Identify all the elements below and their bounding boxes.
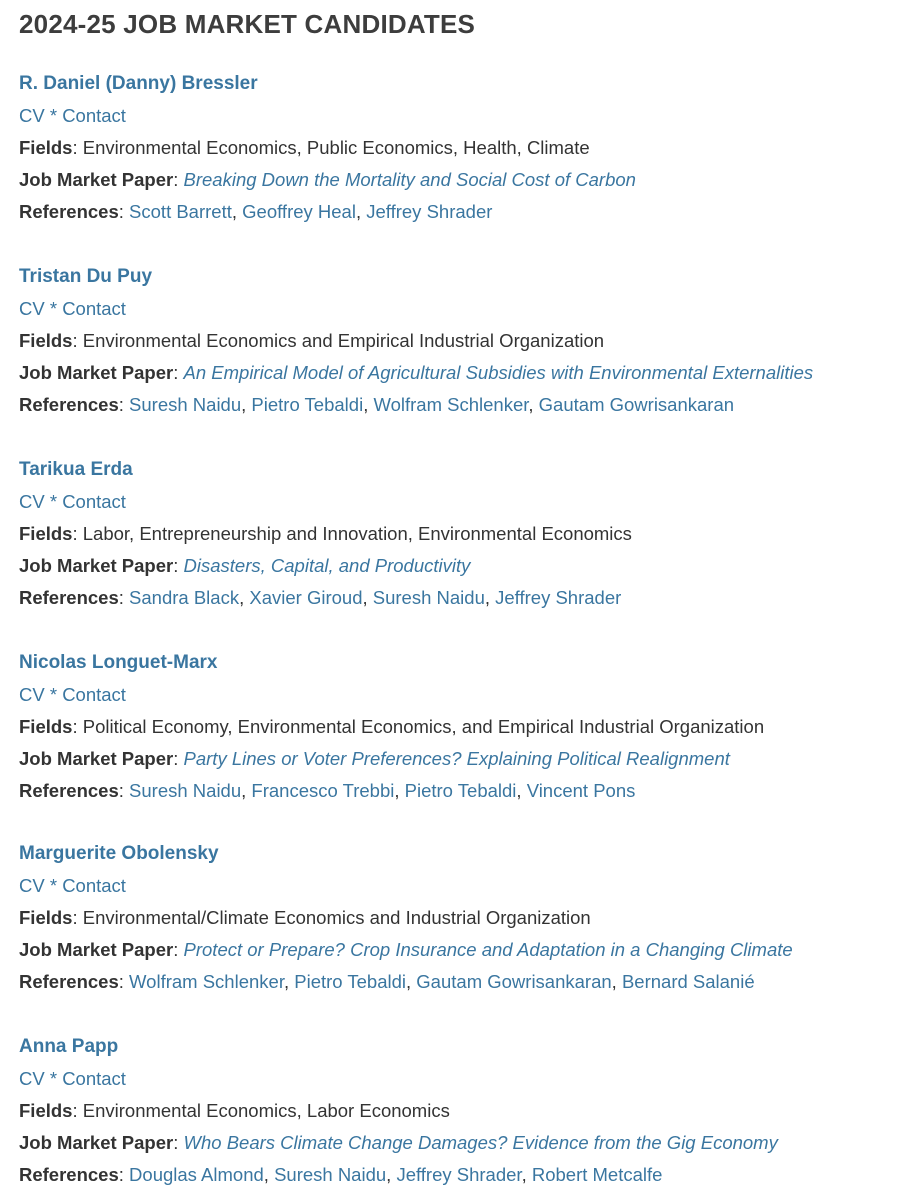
contact-link[interactable]: Contact: [62, 875, 126, 896]
fields-value: Environmental/Climate Economics and Industrial Organization: [82, 907, 591, 928]
label-colon: :: [173, 1132, 179, 1153]
label-colon: :: [173, 362, 179, 383]
reference-link[interactable]: Geoffrey Heal: [242, 201, 356, 222]
paper-label: Job Market Paper: [19, 939, 174, 960]
references-label: References: [19, 780, 119, 801]
label-colon: :: [72, 907, 78, 928]
reference-comma: ,: [406, 971, 412, 992]
cv-link[interactable]: CV: [19, 1068, 45, 1089]
reference-link[interactable]: Jeffrey Shrader: [396, 1164, 522, 1185]
fields-value: Environmental Economics and Empirical Industrial Organization: [82, 330, 605, 351]
reference-comma: ,: [241, 780, 247, 801]
job-market-paper-link[interactable]: Disasters, Capital, and Productivity: [183, 555, 471, 576]
link-separator: *: [49, 684, 58, 705]
label-colon: :: [72, 523, 78, 544]
reference-link[interactable]: Suresh Naidu: [274, 1164, 387, 1185]
reference-link[interactable]: Jeffrey Shrader: [366, 201, 493, 222]
reference-comma: ,: [528, 394, 534, 415]
paper-label: Job Market Paper: [19, 748, 174, 769]
label-colon: :: [173, 555, 179, 576]
references-label: References: [19, 971, 119, 992]
fields-value: Political Economy, Environmental Economics, and Empirical Industrial Organization: [82, 716, 765, 737]
label-colon: :: [72, 330, 78, 351]
fields-label: Fields: [19, 137, 73, 158]
reference-link[interactable]: Pietro Tebaldi: [404, 780, 517, 801]
references-label: References: [19, 394, 119, 415]
cv-link[interactable]: CV: [19, 875, 45, 896]
reference-link[interactable]: Suresh Naidu: [129, 394, 242, 415]
reference-comma: ,: [386, 1164, 392, 1185]
candidate-entry: [19, 67, 899, 228]
fields-value: Environmental Economics, Labor Economics: [82, 1100, 450, 1121]
candidate-name-link[interactable]: Anna Papp: [19, 1036, 119, 1057]
reference-link[interactable]: Vincent Pons: [526, 780, 636, 801]
link-separator: *: [49, 105, 58, 126]
reference-comma: ,: [362, 587, 368, 608]
job-market-paper-link[interactable]: Breaking Down the Mortality and Social Cost of Carbon: [183, 169, 636, 190]
reference-link[interactable]: Robert Metcalfe: [531, 1164, 663, 1185]
reference-link[interactable]: Scott Barrett: [129, 201, 232, 222]
page-title: 2024-25 JOB MARKET CANDIDATES: [19, 9, 476, 39]
label-colon: :: [118, 780, 124, 801]
reference-comma: ,: [521, 1164, 527, 1185]
link-separator: *: [49, 298, 58, 319]
reference-comma: ,: [239, 587, 245, 608]
candidate-entry: [19, 453, 899, 614]
references-label: References: [19, 587, 119, 608]
contact-link[interactable]: Contact: [62, 1068, 126, 1089]
fields-label: Fields: [19, 907, 73, 928]
reference-comma: ,: [611, 971, 617, 992]
reference-comma: ,: [241, 394, 247, 415]
job-market-paper-link[interactable]: Who Bears Climate Change Damages? Evidence from the Gig Economy: [183, 1132, 778, 1153]
fields-value: Labor, Entrepreneurship and Innovation, Environmental Economics: [82, 523, 632, 544]
candidate-name-link[interactable]: R. Daniel (Danny) Bressler: [19, 73, 258, 94]
job-market-paper-link[interactable]: An Empirical Model of Agricultural Subsidies with Environmental Externalities: [183, 362, 814, 383]
fields-label: Fields: [19, 330, 73, 351]
fields-label: Fields: [19, 1100, 73, 1121]
label-colon: :: [173, 939, 179, 960]
candidate-name-link[interactable]: Nicolas Longuet-Marx: [19, 652, 218, 673]
reference-comma: ,: [394, 780, 400, 801]
cv-link[interactable]: CV: [19, 298, 45, 319]
reference-link[interactable]: Suresh Naidu: [129, 780, 242, 801]
candidate-entry: [19, 646, 899, 807]
link-separator: *: [49, 875, 58, 896]
label-colon: :: [72, 716, 78, 737]
candidate-name-link[interactable]: Marguerite Obolensky: [19, 843, 219, 864]
label-colon: :: [118, 971, 124, 992]
label-colon: :: [72, 137, 78, 158]
contact-link[interactable]: Contact: [62, 491, 126, 512]
cv-link[interactable]: CV: [19, 684, 45, 705]
candidate-name-link[interactable]: Tristan Du Puy: [19, 266, 153, 287]
label-colon: :: [118, 394, 124, 415]
reference-comma: ,: [263, 1164, 269, 1185]
reference-link[interactable]: Wolfram Schlenker: [373, 394, 529, 415]
label-colon: :: [72, 1100, 78, 1121]
reference-comma: ,: [231, 201, 238, 222]
job-market-paper-link[interactable]: Party Lines or Voter Preferences? Explaining Political Realignment: [183, 748, 730, 769]
reference-comma: ,: [516, 780, 522, 801]
candidate-entry: [19, 837, 899, 998]
reference-comma: ,: [355, 201, 362, 222]
reference-link[interactable]: Pietro Tebaldi: [251, 394, 364, 415]
fields-value: Environmental Economics, Public Economics, Health, Climate: [82, 137, 590, 158]
reference-link[interactable]: Suresh Naidu: [372, 587, 485, 608]
label-colon: :: [118, 201, 124, 222]
candidate-name-link[interactable]: Tarikua Erda: [19, 459, 133, 480]
candidate-entry: [19, 260, 899, 421]
job-market-paper-link[interactable]: Protect or Prepare? Crop Insurance and Adaptation in a Changing Climate: [183, 939, 793, 960]
reference-link[interactable]: Pietro Tebaldi: [294, 971, 407, 992]
label-colon: :: [173, 748, 179, 769]
reference-link[interactable]: Sandra Black: [129, 587, 240, 608]
fields-label: Fields: [19, 716, 73, 737]
reference-link[interactable]: Gautam Gowrisankaran: [538, 394, 735, 415]
fields-label: Fields: [19, 523, 73, 544]
candidate-entry: [19, 1030, 899, 1191]
paper-label: Job Market Paper: [19, 169, 174, 190]
link-separator: *: [49, 1068, 58, 1089]
reference-comma: ,: [484, 587, 490, 608]
label-colon: :: [118, 1164, 124, 1185]
reference-link[interactable]: Douglas Almond: [129, 1164, 264, 1185]
paper-label: Job Market Paper: [19, 555, 174, 576]
contact-link[interactable]: Contact: [62, 105, 126, 126]
label-colon: :: [118, 587, 124, 608]
cv-link[interactable]: CV: [19, 491, 45, 512]
references-label: References: [19, 1164, 119, 1185]
paper-label: Job Market Paper: [19, 1132, 174, 1153]
references-label: References: [19, 201, 119, 222]
reference-link[interactable]: Francesco Trebbi: [251, 780, 395, 801]
reference-link[interactable]: Xavier Giroud: [249, 587, 363, 608]
contact-link[interactable]: Contact: [62, 684, 126, 705]
reference-comma: ,: [363, 394, 369, 415]
reference-link[interactable]: Jeffrey Shrader: [495, 587, 622, 608]
link-separator: *: [49, 491, 58, 512]
cv-link[interactable]: CV: [19, 105, 45, 126]
paper-label: Job Market Paper: [19, 362, 174, 383]
label-colon: :: [173, 169, 179, 190]
reference-link[interactable]: Bernard Salanié: [621, 971, 755, 992]
contact-link[interactable]: Contact: [62, 298, 126, 319]
reference-link[interactable]: Wolfram Schlenker: [129, 971, 284, 992]
reference-link[interactable]: Gautam Gowrisankaran: [416, 971, 612, 992]
reference-comma: ,: [283, 971, 290, 992]
